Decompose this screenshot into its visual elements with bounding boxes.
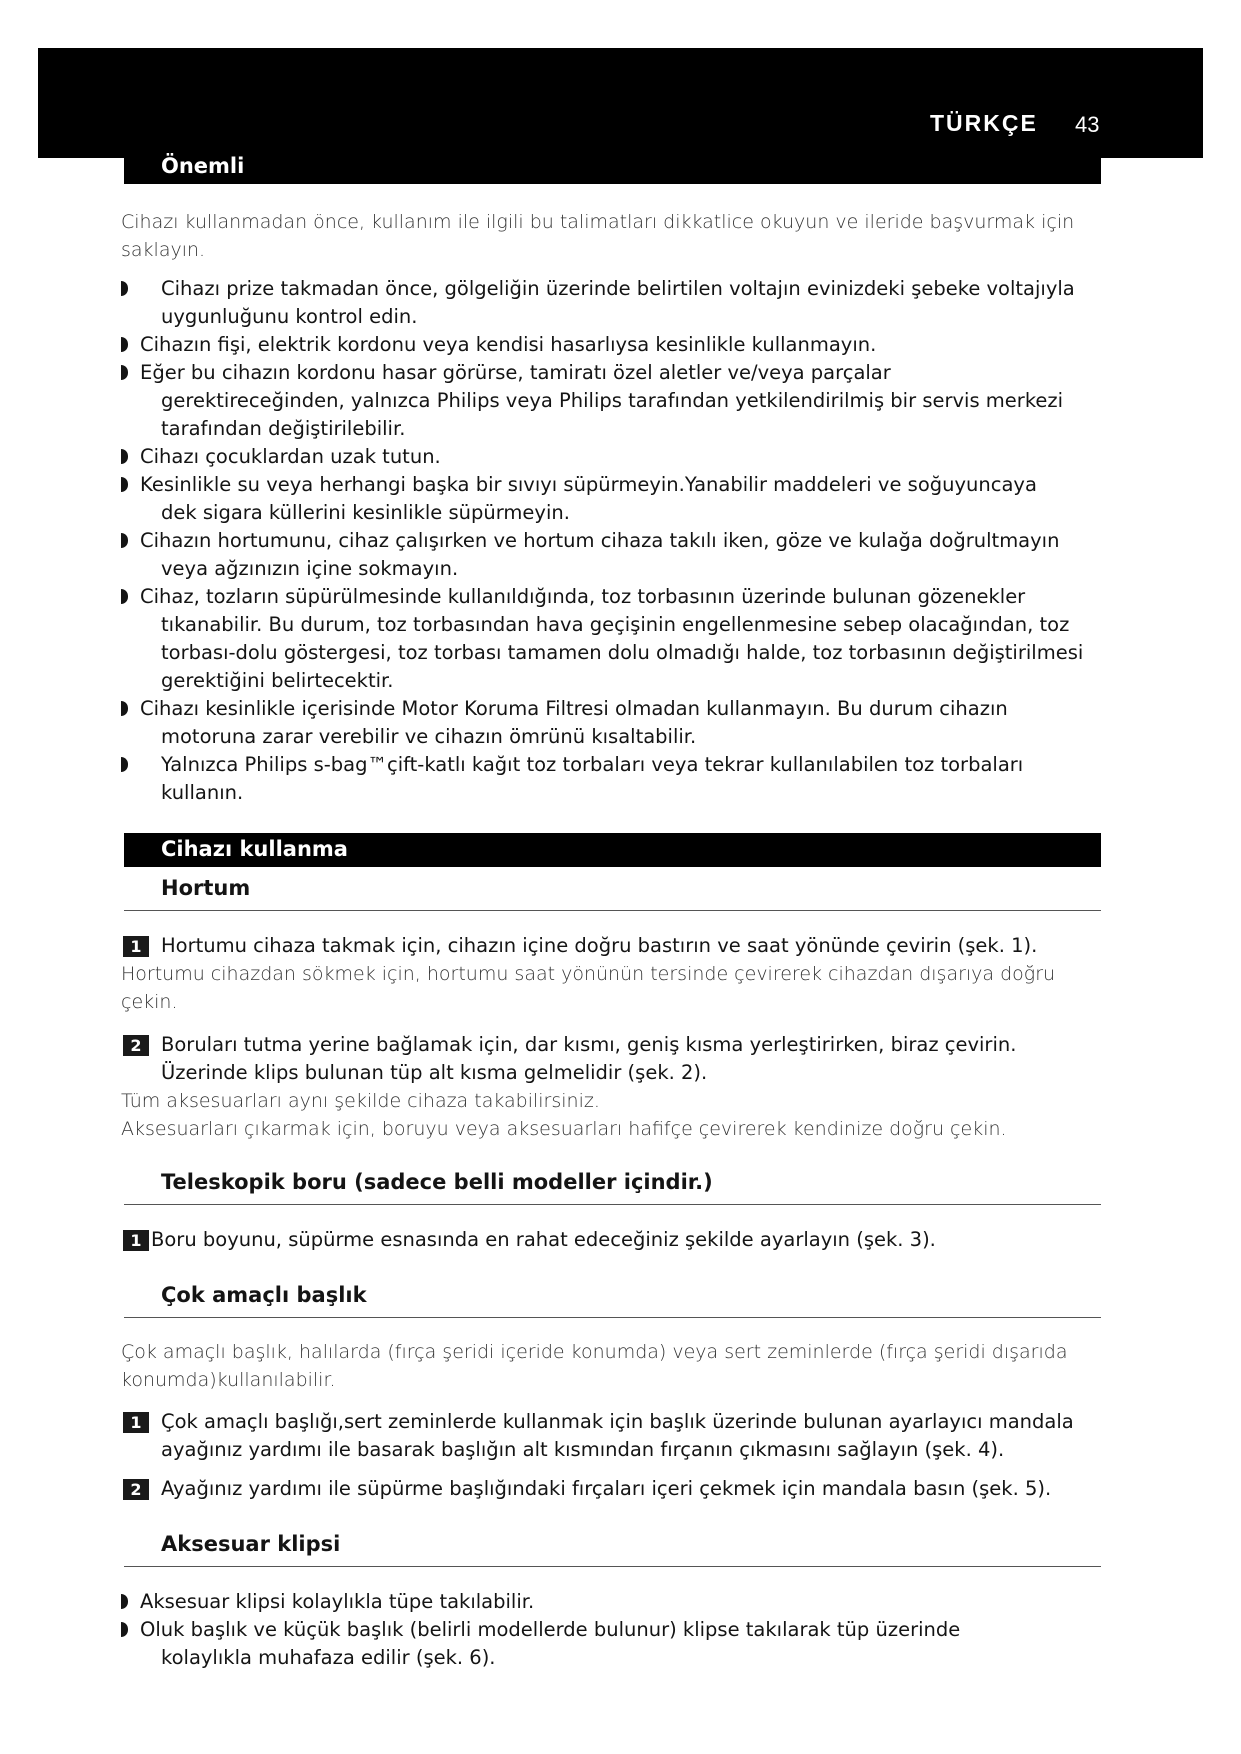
section-important (124, 150, 1101, 184)
bullet-item: Kesinlikle su veya herhangi başka bir sıvıyı süpürmeyin.Yanabilir maddeleri ve soğuyuncaya dek sigara küllerini kesinlikle süpürmeyin. (121, 471, 1111, 527)
important-intro: Cihazı kullanmadan önce, kullanım ile ilgili bu talimatları dikkatlice okuyun ve ileride başvurmak için saklayın. (121, 211, 1075, 261)
subhead-telescopic: Teleskopik boru (sadece belli modeller içindir.) (161, 1170, 713, 1194)
section-usage-title: Cihazı kullanma (161, 837, 348, 861)
section-important-title: Önemli (161, 154, 245, 178)
step-item: 2 Boruları tutma yerine bağlamak için, dar kısmı, geniş kısma yerleştirirken, biraz çevirin. Üzerinde klips bulunan tüp alt kısma gelmelidir (şek. 2). (123, 1031, 1113, 1087)
step-number: 1 (123, 1412, 149, 1433)
divider (124, 1204, 1101, 1205)
header-bar (38, 48, 1203, 158)
page-number: 43 (1075, 112, 1100, 137)
bullet-item: Cihazın fişi, elektrik kordonu veya kendisi hasarlıysa kesinlikle kullanmayın. (121, 331, 1111, 359)
subhead-hose: Hortum (161, 876, 251, 900)
step-item: 1 Hortumu cihaza takmak için, cihazın içine doğru bastırın ve saat yönünde çevirin (şek. 1). (123, 932, 1113, 960)
step-number: 2 (123, 1479, 149, 1500)
bullet-item: Cihazı prize takmadan önce, gölgeliğin üzerinde belirtilen voltajın evinizdeki şebeke voltajıyla uygunluğunu kontrol edin. (121, 275, 1111, 331)
language-label: TÜRKÇE (930, 110, 1038, 136)
multi-intro: Çok amaçlı başlık, halılarda (fırça şeridi içeride konumda) veya sert zeminlerde (fırça şeridi dışarıda konumda)kullanılabilir. (121, 1341, 1068, 1391)
bullet-item: Eğer bu cihazın kordonu hasar görürse, tamiratı özel aletler ve/veya parçalar gerektireceğinden, yalnızca Philips veya Philips tarafından yetkilendirilmiş bir servis merkezi tarafından değiştirilebilir. (121, 359, 1111, 443)
subhead-clip: Aksesuar klipsi (161, 1532, 341, 1556)
step-number: 1 (123, 936, 149, 957)
subhead-multi: Çok amaçlı başlık (161, 1283, 367, 1307)
hose-note: Hortumu cihazdan sökmek için, hortumu saat yönünün tersinde çevirerek cihazdan dışarıya doğru çekin. (121, 963, 1056, 1013)
bullet-item: Yalnızca Philips s-bag™çift-katlı kağıt toz torbaları veya tekrar kullanılabilen toz torbaları kullanın. (121, 751, 1111, 807)
bullet-item: Cihazı çocuklardan uzak tutun. (121, 443, 1111, 471)
divider (124, 910, 1101, 911)
divider (124, 1566, 1101, 1567)
step-number: 1 (123, 1230, 149, 1251)
step-item: 2 Ayağınız yardımı ile süpürme başlığındaki fırçaları içeri çekmek için mandala basın (şek. 5). (123, 1475, 1113, 1503)
bullet-item: Oluk başlık ve küçük başlık (belirli modellerde bulunur) klipse takılarak tüp üzerinde kolaylıkla muhafaza edilir (şek. 6). (121, 1616, 1111, 1672)
step-item: 1 Çok amaçlı başlığı,sert zeminlerde kullanmak için başlık üzerinde bulunan ayarlayıcı mandala ayağınız yardımı ile basarak başlığın alt kısmından fırçanın çıkmasını sağlayın (şek. 4). (123, 1408, 1113, 1464)
step-item: 1 Boru boyunu, süpürme esnasında en rahat edeceğiniz şekilde ayarlayın (şek. 3). (123, 1226, 1113, 1254)
divider (124, 1317, 1101, 1318)
bullet-item: Cihaz, tozların süpürülmesinde kullanıldığında, toz torbasının üzerinde bulunan gözenekler tıkanabilir. Bu durum, toz torbasından hava geçişinin engellenmesine sebep olacağından, toz torbası-dolu göstergesi, toz torbası tamamen dolu olmadığı halde, toz torbasının değiştirilmesi gerektiğini belirtecektir. (121, 583, 1111, 695)
accessories-note: Tüm aksesuarları aynı şekilde cihaza takabilirsiniz. Aksesuarları çıkarmak için, boruyu veya aksesuarları hafifçe çevirerek kendinize doğru çekin. (121, 1090, 1007, 1140)
step-number: 2 (123, 1035, 149, 1056)
bullet-item: Aksesuar klipsi kolaylıkla tüpe takılabilir. (121, 1588, 1111, 1616)
bullet-item: Cihazın hortumunu, cihaz çalışırken ve hortum cihaza takılı iken, göze ve kulağa doğrultmayın veya ağzınızın içine sokmayın. (121, 527, 1111, 583)
bullet-item: Cihazı kesinlikle içerisinde Motor Koruma Filtresi olmadan kullanmayın. Bu durum cihazın motoruna zarar verebilir ve cihazın ömrünü kısaltabilir. (121, 695, 1111, 751)
section-usage (124, 833, 1101, 867)
